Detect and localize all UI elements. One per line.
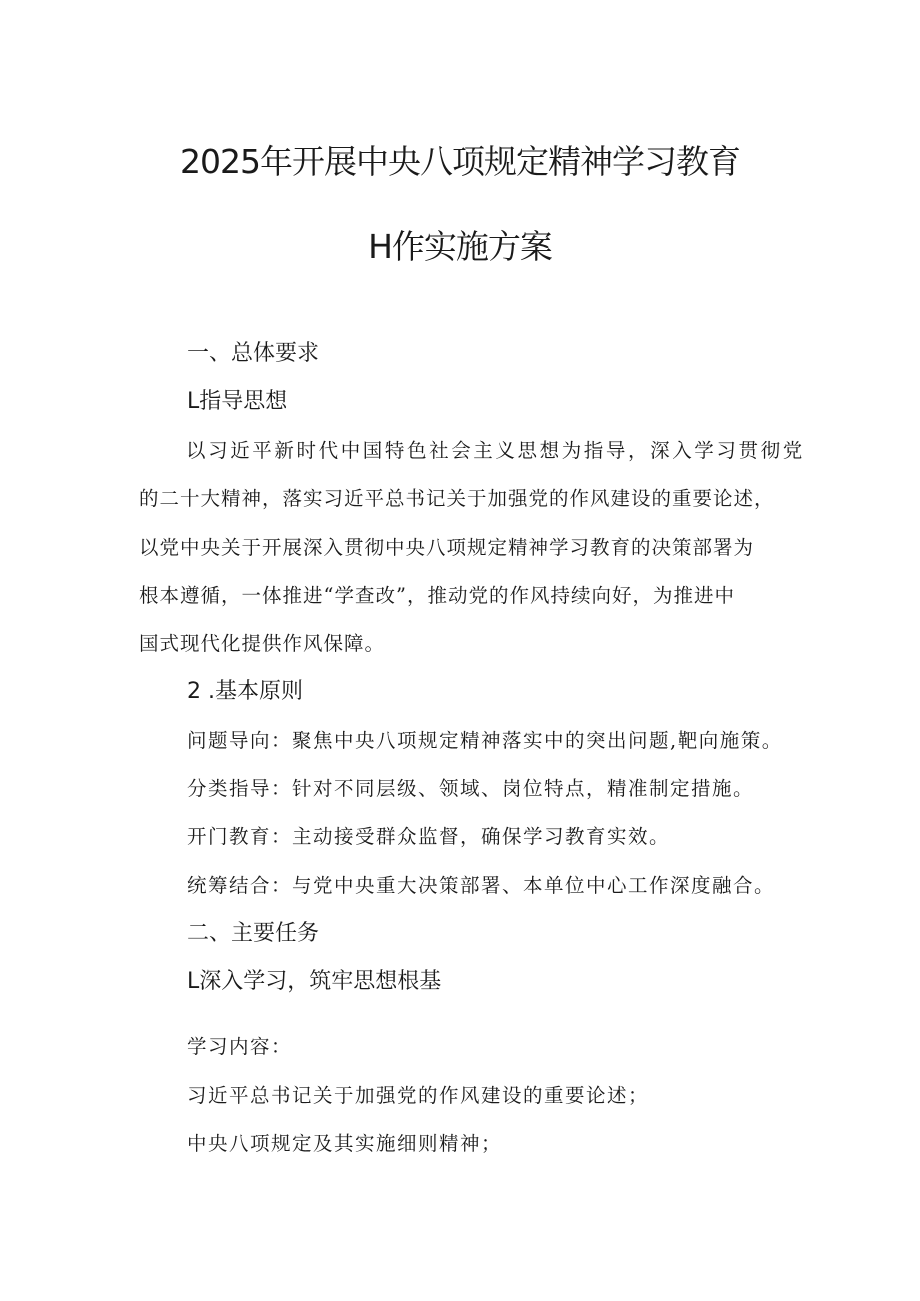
- section1-sub1-heading: L指导思想: [187, 389, 288, 414]
- principle-item-3: 开门教育：主动接受群众监督，确保学习教育实效。: [187, 825, 671, 848]
- guiding-thought-line-1: 以习近平新时代中国特色社会主义思想为指导，深入学习贯彻党: [186, 439, 805, 462]
- guiding-thought-line-4: 根本遵循，一体推进“学查改”，推动党的作风持续向好，为推进中: [139, 584, 735, 607]
- principle-item-2: 分类指导：针对不同层级、领域、岗位特点，精准制定措施。: [187, 777, 755, 800]
- study-content-item-1: 习近平总书记关于加强党的作风建设的重要论述；: [187, 1084, 650, 1107]
- principle-item-1: 问题导向：聚焦中央八项规定精神落实中的突出问题,靶向施策。: [187, 729, 783, 752]
- document-title-line2: H作实施方案: [368, 227, 552, 266]
- study-content-item-2: 中央八项规定及其实施细则精神；: [187, 1132, 503, 1155]
- section1-heading: 一、总体要求: [187, 341, 320, 366]
- study-content-label: 学习内容：: [187, 1035, 293, 1058]
- section2-heading: 二、主要任务: [187, 921, 320, 946]
- section2-sub1-heading: L深入学习，筑牢思想根基: [187, 969, 442, 994]
- document-title-line1: 2025年开展中央八项规定精神学习教育: [180, 142, 740, 181]
- guiding-thought-line-5: 国式现代化提供作风保障。: [139, 632, 386, 655]
- principle-item-4: 统筹结合：与党中央重大决策部署、本单位中心工作深度融合。: [187, 874, 776, 897]
- guiding-thought-line-3: 以党中央关于开展深入贯彻中央八项规定精神学习教育的决策部署为: [139, 536, 755, 559]
- section1-sub2-heading: 2 .基本原则: [187, 679, 303, 704]
- guiding-thought-line-2: 的二十大精神，落实习近平总书记关于加强党的作风建设的重要论述，: [139, 487, 775, 510]
